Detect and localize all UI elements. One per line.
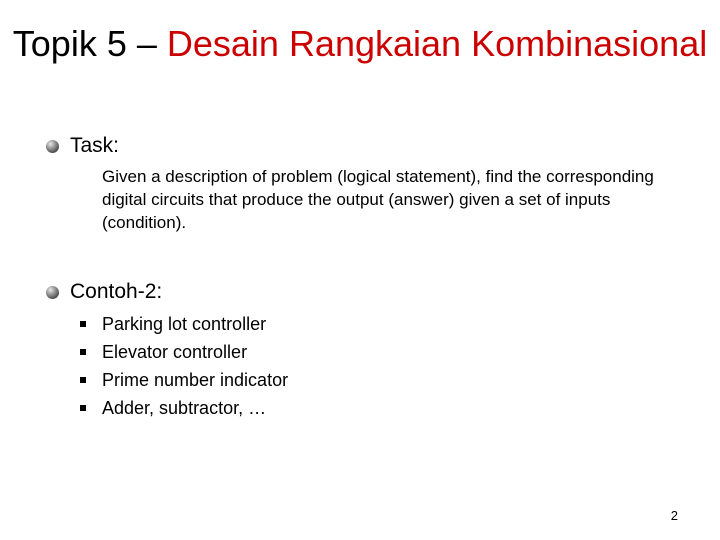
bullet-ball-icon [46, 286, 59, 299]
list-item-label: Elevator controller [102, 341, 248, 362]
square-bullet-icon [80, 349, 86, 355]
square-bullet-icon [80, 377, 86, 383]
bullet-task-label: Task: [70, 134, 120, 157]
page-number: 2 [670, 508, 678, 523]
examples-list [80, 310, 288, 422]
list-item-label: Adder, subtractor, … [102, 397, 267, 418]
list-item [80, 394, 288, 422]
bullet-task [46, 133, 119, 159]
bullet-ball-icon [46, 140, 59, 153]
list-item-label: Parking lot controller [102, 313, 267, 334]
square-bullet-icon [80, 405, 86, 411]
list-item-label: Prime number indicator [102, 369, 289, 390]
list-item [80, 338, 288, 366]
task-description: Given a description of problem (logical statement), find the corresponding digital circuits that produce the output (answer) given a set of inputs (condition). [102, 167, 654, 232]
list-item [80, 310, 288, 338]
list-item [80, 366, 288, 394]
slide-title [0, 20, 720, 67]
square-bullet-icon [80, 321, 86, 327]
bullet-examples-label: Contoh-2: [70, 280, 163, 303]
bullet-examples [46, 279, 162, 305]
title-accent: Desain Rangkaian Kombinasional [166, 23, 708, 64]
title-prefix: Topik 5 – [12, 23, 167, 64]
